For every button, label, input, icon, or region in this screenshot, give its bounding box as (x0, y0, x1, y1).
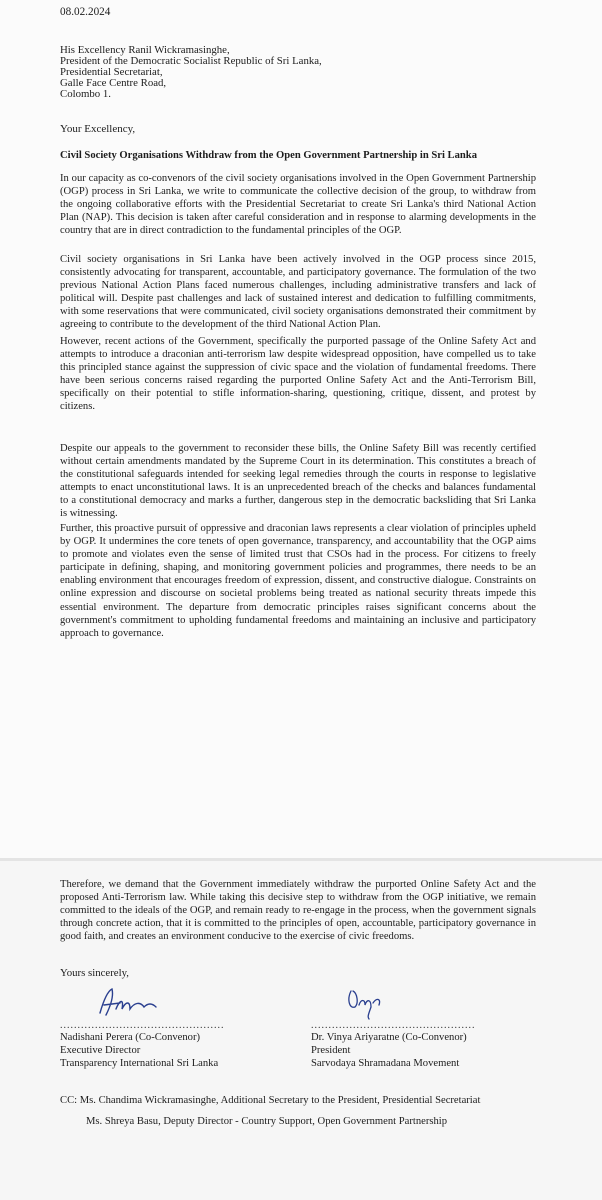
body-paragraph: Therefore, we demand that the Government immediately withdraw the purported Online Safety Act and the proposed Anti-Terrorism law. While taking this decisive step to withdraw from the OGP initiative, we remain committed to the ideals of the OGP, and remain ready to re-engage in the process, when the government signals through concrete action, that it is committed to the principles of open, accountable, participatory governance in good faith, and creates an environment conducive to the exercise of civic freedoms. (60, 879, 536, 943)
addressee-line: Galle Face Centre Road, (60, 77, 167, 89)
body-paragraph: Further, this proactive pursuit of oppressive and draconian laws represents a clear violation of principles upheld by OGP. It undermines the core tenets of open governance, transparency, and accountability that the OGP aims to promote and violates even the sense of limited trust that CSOs had in the process. For citizens to freely participate in defining, shaping, and monitoring government policies and programmes, there needs to be an enabling environment that encourages freedom of expression, dissent, and constructive dialogue. Constraints on online expression and discourse on societal problems being treated as national security threats impede this essential environment. The departure from democratic principles raises significant concerns about the government's commitment to upholding fundamental freedoms and maintaining an inclusive and participatory approach to governance. (60, 523, 536, 639)
signatory-left (60, 985, 290, 1070)
signatory-organisation: Transparency International Sri Lanka (60, 1058, 219, 1069)
signatory-title: Executive Director (60, 1045, 141, 1056)
letter-date: 08.02.2024 (60, 6, 111, 18)
signature-image (60, 985, 290, 1021)
addressee-line: His Excellency Ranil Wickramasinghe, (60, 44, 230, 56)
cc-line: CC: Ms. Chandima Wickramasinghe, Additional Secretary to the President, Presidential Secretariat (60, 1095, 481, 1106)
body-paragraph: In our capacity as co-convenors of the civil society organisations involved in the Open Government Partnership (OGP) process in Sri Lanka, we write to communicate the collective decision of the group, to withdraw from the ongoing collaborative efforts with the Presidential Secretariat to create Sri Lanka's third National Action Plan (NAP). This decision is taken after careful consideration and in response to alarming developments in the country that are in direct contradiction to the fundamental principles of the OGP. (60, 173, 536, 237)
addressee-line: President of the Democratic Socialist Republic of Sri Lanka, (60, 55, 322, 67)
body-paragraph: However, recent actions of the Government, specifically the purported passage of the Online Safety Act and attempts to introduce a draconian anti-terrorism law despite widespread opposition, have compelled us to take this principled stance against the suppression of civic space and the violation of fundamental freedoms. There have been serious concerns raised regarding the purported Online Safety Act and the Anti-Terrorism Bill, specifically on their potential to stifle information-sharing, questioning, critique, dissent, and protest by citizens. (60, 336, 536, 413)
signature-line: ............................................... (311, 1020, 476, 1031)
signatory-name: Dr. Vinya Ariyaratne (Co-Convenor) (311, 1032, 467, 1043)
addressee-line: Presidential Secretariat, (60, 66, 163, 78)
body-paragraph: Despite our appeals to the government to reconsider these bills, the Online Safety Bill was recently certified without certain amendments mandated by the Supreme Court in its determination. This constitutes a breach of the constitutional safeguards intended for seeking legal remedies through the courts in response to legislative attempts to enact unconstitutional laws. It is an unprecedented breach of the checks and balances fundamental to a constitutional democracy and marks a further, dangerous step in the democratic backsliding that Sri Lanka is witnessing. (60, 443, 536, 520)
closing: Yours sincerely, (60, 967, 129, 979)
body-paragraph: Civil society organisations in Sri Lanka have been actively involved in the OGP process since 2015, consistently advocating for transparent, accountable, and participatory governance. The formulation of the two previous National Action Plans faced numerous challenges, including administrative transfers and lack of political will. Despite past challenges and lack of sustained interest and dedication to fulfilling commitments, with some reservations that were communicated, civil society organisations demonstrated their commitment by agreeing to contribute to the development of the third National Action Plan. (60, 254, 536, 331)
signatory-title: President (311, 1045, 351, 1056)
addressee-block (60, 45, 322, 100)
cc-line: Ms. Shreya Basu, Deputy Director - Country Support, Open Government Partnership (86, 1116, 448, 1127)
signatory-name: Nadishani Perera (Co-Convenor) (60, 1032, 201, 1043)
signatory-organisation: Sarvodaya Shramadana Movement (311, 1058, 460, 1069)
signature-line: ............................................... (60, 1020, 225, 1031)
subject-line: Civil Society Organisations Withdraw from the Open Government Partnership in Sri Lanka (60, 150, 477, 161)
addressee-line: Colombo 1. (60, 88, 111, 100)
signature-image (311, 985, 541, 1021)
signatory-right (311, 985, 541, 1070)
salutation: Your Excellency, (60, 123, 136, 135)
